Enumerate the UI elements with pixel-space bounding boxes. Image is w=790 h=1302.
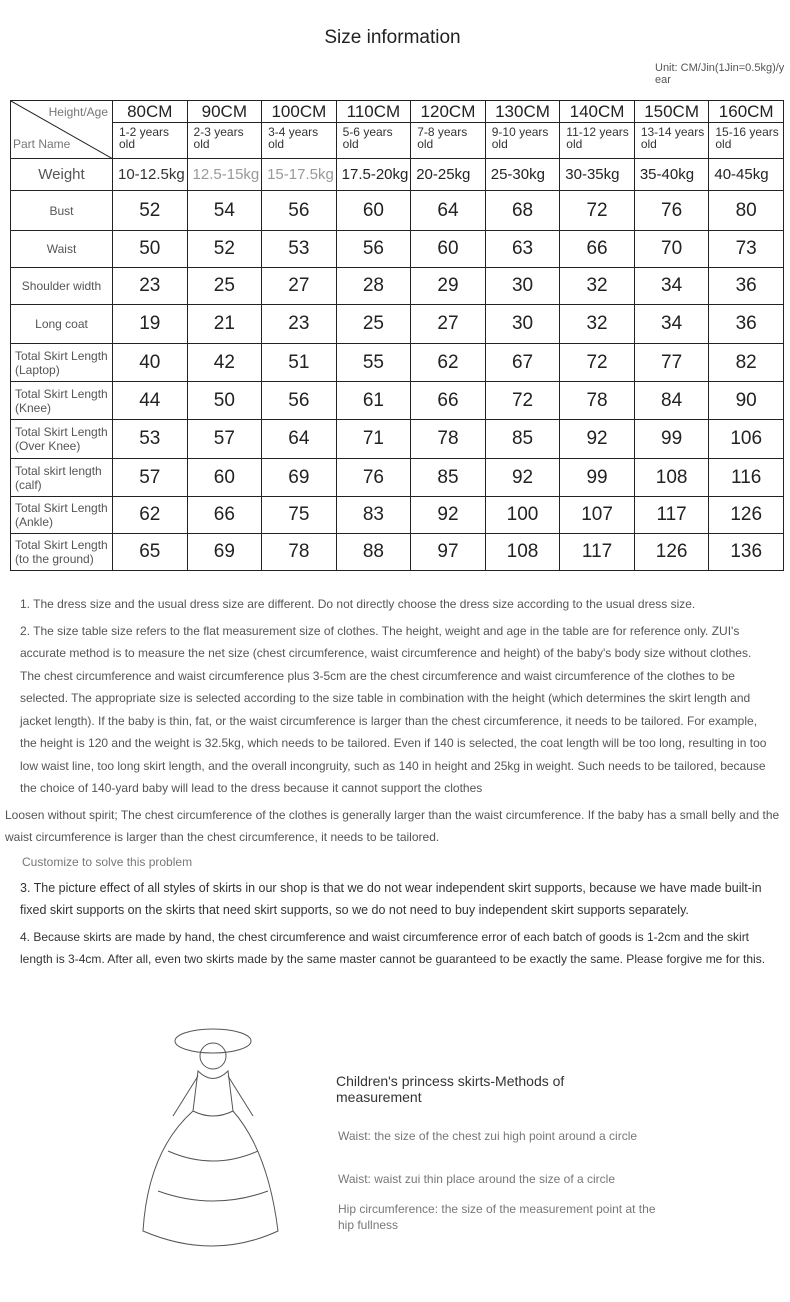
table-cell: 50	[113, 231, 188, 268]
table-cell: 92	[485, 459, 560, 497]
measurement-title: Children's princess skirts-Methods of measurement	[336, 1072, 565, 1105]
table-cell: 62	[411, 344, 486, 382]
table-cell: 76	[336, 459, 411, 497]
table-cell: 100	[485, 497, 560, 534]
table-cell: 76	[634, 191, 709, 231]
table-cell: 29	[411, 268, 486, 305]
table-cell: 32	[560, 268, 635, 305]
table-cell: 65	[113, 534, 188, 571]
table-cell: 17.5-20kg	[336, 159, 411, 191]
table-cell: 69	[187, 534, 262, 571]
table-cell: 84	[634, 382, 709, 420]
age-cell: 7-8 years old	[411, 123, 486, 159]
table-cell: 72	[560, 344, 635, 382]
table-row	[11, 497, 784, 534]
table-row	[11, 268, 784, 305]
row-label: Shoulder width	[11, 268, 113, 305]
row-label: Total Skirt Length (Knee)	[11, 382, 113, 420]
table-cell: 52	[113, 191, 188, 231]
row-label: Total Skirt Length (to the ground)	[11, 534, 113, 571]
table-cell: 80	[709, 191, 784, 231]
table-cell: 71	[336, 420, 411, 459]
table-cell: 44	[113, 382, 188, 420]
table-cell: 52	[187, 231, 262, 268]
table-cell: 73	[709, 231, 784, 268]
table-row	[11, 420, 784, 459]
table-cell: 117	[560, 534, 635, 571]
table-cell: 108	[485, 534, 560, 571]
table-cell: 28	[336, 268, 411, 305]
table-cell: 36	[709, 268, 784, 305]
table-cell: 34	[634, 305, 709, 344]
table-cell: 20-25kg	[411, 159, 486, 191]
table-row	[11, 459, 784, 497]
table-cell: 78	[411, 420, 486, 459]
table-cell: 106	[709, 420, 784, 459]
notes-section	[5, 593, 780, 1291]
table-cell: 85	[485, 420, 560, 459]
table-cell: 67	[485, 344, 560, 382]
row-label: Total Skirt Length (Over Knee)	[11, 420, 113, 459]
table-cell: 21	[187, 305, 262, 344]
table-row	[11, 191, 784, 231]
table-cell: 30	[485, 305, 560, 344]
table-row	[11, 159, 784, 191]
table-cell: 117	[634, 497, 709, 534]
table-cell: 35-40kg	[634, 159, 709, 191]
row-label: Bust	[11, 191, 113, 231]
table-cell: 68	[485, 191, 560, 231]
table-cell: 72	[560, 191, 635, 231]
height-header-row	[11, 101, 784, 123]
bust-measure-text: Waist: the size of the chest zui high point around a circle	[338, 1128, 638, 1143]
table-cell: 61	[336, 382, 411, 420]
waist-measure-text: Waist: waist zui thin place around the size of a circle	[338, 1171, 616, 1186]
table-cell: 60	[187, 459, 262, 497]
table-cell: 66	[560, 231, 635, 268]
table-cell: 69	[262, 459, 337, 497]
table-cell: 92	[411, 497, 486, 534]
table-cell: 99	[634, 420, 709, 459]
table-cell: 99	[560, 459, 635, 497]
table-cell: 30	[485, 268, 560, 305]
table-cell: 56	[262, 382, 337, 420]
height-header-cell: 130CM	[485, 101, 560, 123]
table-cell: 30-35kg	[560, 159, 635, 191]
table-cell: 27	[411, 305, 486, 344]
table-cell: 64	[262, 420, 337, 459]
table-cell: 25	[187, 268, 262, 305]
table-cell: 90	[709, 382, 784, 420]
height-header-cell: 90CM	[187, 101, 262, 123]
table-row	[11, 344, 784, 382]
table-cell: 56	[336, 231, 411, 268]
table-cell: 78	[560, 382, 635, 420]
height-header-cell: 80CM	[113, 101, 188, 123]
note-2: 2. The size table size refers to the flat measurement size of clothes. The height, weight and age in the table are for reference only. ZUI's accurate method is to measure the net size (chest circumference, waist circumference and height) of the baby's body size without clothes. The chest circumference and waist circumference plus 3-5cm are the chest circumference and waist circumference of the clothes to be selected. The appropriate size is selected according to the size table in combination with the height (which determines the skirt length and jacket length). If the baby is thin, fat, or the waist circumference is larger than the chest circumference, it needs to be tailored. For example, the height is 120 and the weight is 32.5kg, which needs to be tailored. Even if 140 is selected, the coat length will be too long, resulting in too low waist line, too long skirt length, and the overall incongruity, such as 140 in height and 25kg in weight. Such needs to be tailored, because the choice of 140-yard baby will lead to the dress because it cannot support the clothes	[20, 623, 767, 795]
table-cell: 83	[336, 497, 411, 534]
table-row	[11, 534, 784, 571]
table-cell: 108	[634, 459, 709, 497]
height-header-cell: 150CM	[634, 101, 709, 123]
table-cell: 77	[634, 344, 709, 382]
table-cell: 63	[485, 231, 560, 268]
table-cell: 53	[113, 420, 188, 459]
height-header-cell: 160CM	[709, 101, 784, 123]
princess-dress-illustration	[128, 1001, 288, 1271]
table-cell: 57	[113, 459, 188, 497]
height-header-cell: 110CM	[336, 101, 411, 123]
age-cell: 9-10 years old	[485, 123, 560, 159]
unit-note: Unit: CM/Jin(1Jin=0.5kg)/year	[655, 62, 785, 86]
table-cell: 27	[262, 268, 337, 305]
table-cell: 136	[709, 534, 784, 571]
table-row	[11, 231, 784, 268]
table-cell: 10-12.5kg	[113, 159, 188, 191]
table-cell: 78	[262, 534, 337, 571]
height-header-cell: 120CM	[411, 101, 486, 123]
page-title: Size information	[324, 27, 461, 48]
age-cell: 13-14 years old	[634, 123, 709, 159]
table-cell: 72	[485, 382, 560, 420]
hip-measure-text: Hip circumference: the size of the measurement point at the hip fullness	[338, 1201, 656, 1232]
table-cell: 75	[262, 497, 337, 534]
table-cell: 36	[709, 305, 784, 344]
age-cell: 1-2 years old	[113, 123, 188, 159]
note-1: 1. The dress size and the usual dress size are different. Do not directly choose the dress size according to the usual dress size.	[20, 597, 696, 611]
row-label: Long coat	[11, 305, 113, 344]
table-cell: 57	[187, 420, 262, 459]
measurement-section	[20, 1001, 772, 1291]
row-label: Total Skirt Length (Laptop)	[11, 344, 113, 382]
table-row	[11, 382, 784, 420]
table-cell: 25	[336, 305, 411, 344]
table-cell: 88	[336, 534, 411, 571]
table-cell: 126	[634, 534, 709, 571]
age-cell: 5-6 years old	[336, 123, 411, 159]
corner-top-label: Height/Age	[48, 105, 108, 119]
table-cell: 32	[560, 305, 635, 344]
corner-cell	[11, 101, 113, 159]
age-cell: 15-16 years old	[709, 123, 784, 159]
table-cell: 50	[187, 382, 262, 420]
table-cell: 62	[113, 497, 188, 534]
row-label: Weight	[11, 159, 113, 191]
table-cell: 15-17.5kg	[262, 159, 337, 191]
table-cell: 60	[336, 191, 411, 231]
note-2-continued: Loosen without spirit; The chest circumference of the clothes is generally larger than the waist circumference. If the baby has a small belly and the waist circumference is larger than the chest circumference, it needs to be tailored.	[5, 807, 780, 844]
table-cell: 60	[411, 231, 486, 268]
table-cell: 116	[709, 459, 784, 497]
note-4: 4. Because skirts are made by hand, the chest circumference and waist circumference error of each batch of goods is 1-2cm and the skirt length is 3-4cm. After all, even two skirts made by the same master cannot be guaranteed to be exactly the same. Please forgive me for this.	[20, 929, 766, 966]
age-cell: 3-4 years old	[262, 123, 337, 159]
table-cell: 19	[113, 305, 188, 344]
height-header-cell: 100CM	[262, 101, 337, 123]
table-cell: 40	[113, 344, 188, 382]
table-cell: 66	[187, 497, 262, 534]
table-cell: 56	[262, 191, 337, 231]
table-row	[11, 305, 784, 344]
row-label: Total Skirt Length (Ankle)	[11, 497, 113, 534]
age-cell: 11-12 years old	[560, 123, 635, 159]
height-header-cell: 140CM	[560, 101, 635, 123]
table-cell: 12.5-15kg	[187, 159, 262, 191]
table-cell: 40-45kg	[709, 159, 784, 191]
row-label: Total skirt length (calf)	[11, 459, 113, 497]
age-row	[11, 123, 784, 159]
table-cell: 34	[634, 268, 709, 305]
table-cell: 92	[560, 420, 635, 459]
table-cell: 126	[709, 497, 784, 534]
table-cell: 70	[634, 231, 709, 268]
table-cell: 23	[262, 305, 337, 344]
table-cell: 107	[560, 497, 635, 534]
table-cell: 66	[411, 382, 486, 420]
table-cell: 54	[187, 191, 262, 231]
row-label: Waist	[11, 231, 113, 268]
table-cell: 82	[709, 344, 784, 382]
table-cell: 97	[411, 534, 486, 571]
table-cell: 85	[411, 459, 486, 497]
age-cell: 2-3 years old	[187, 123, 262, 159]
customize-note: Customize to solve this problem	[22, 854, 193, 869]
table-cell: 55	[336, 344, 411, 382]
table-cell: 51	[262, 344, 337, 382]
size-table	[10, 100, 784, 571]
note-3: 3. The picture effect of all styles of skirts in our shop is that we do not wear independent skirt supports, because we have made built-in fixed skirt supports on the skirts that need skirt supports, so we do not need to buy independent skirt supports separately.	[20, 880, 762, 917]
table-cell: 25-30kg	[485, 159, 560, 191]
table-cell: 23	[113, 268, 188, 305]
corner-bottom-label: Part Name	[13, 137, 71, 151]
table-cell: 53	[262, 231, 337, 268]
table-cell: 42	[187, 344, 262, 382]
table-cell: 64	[411, 191, 486, 231]
